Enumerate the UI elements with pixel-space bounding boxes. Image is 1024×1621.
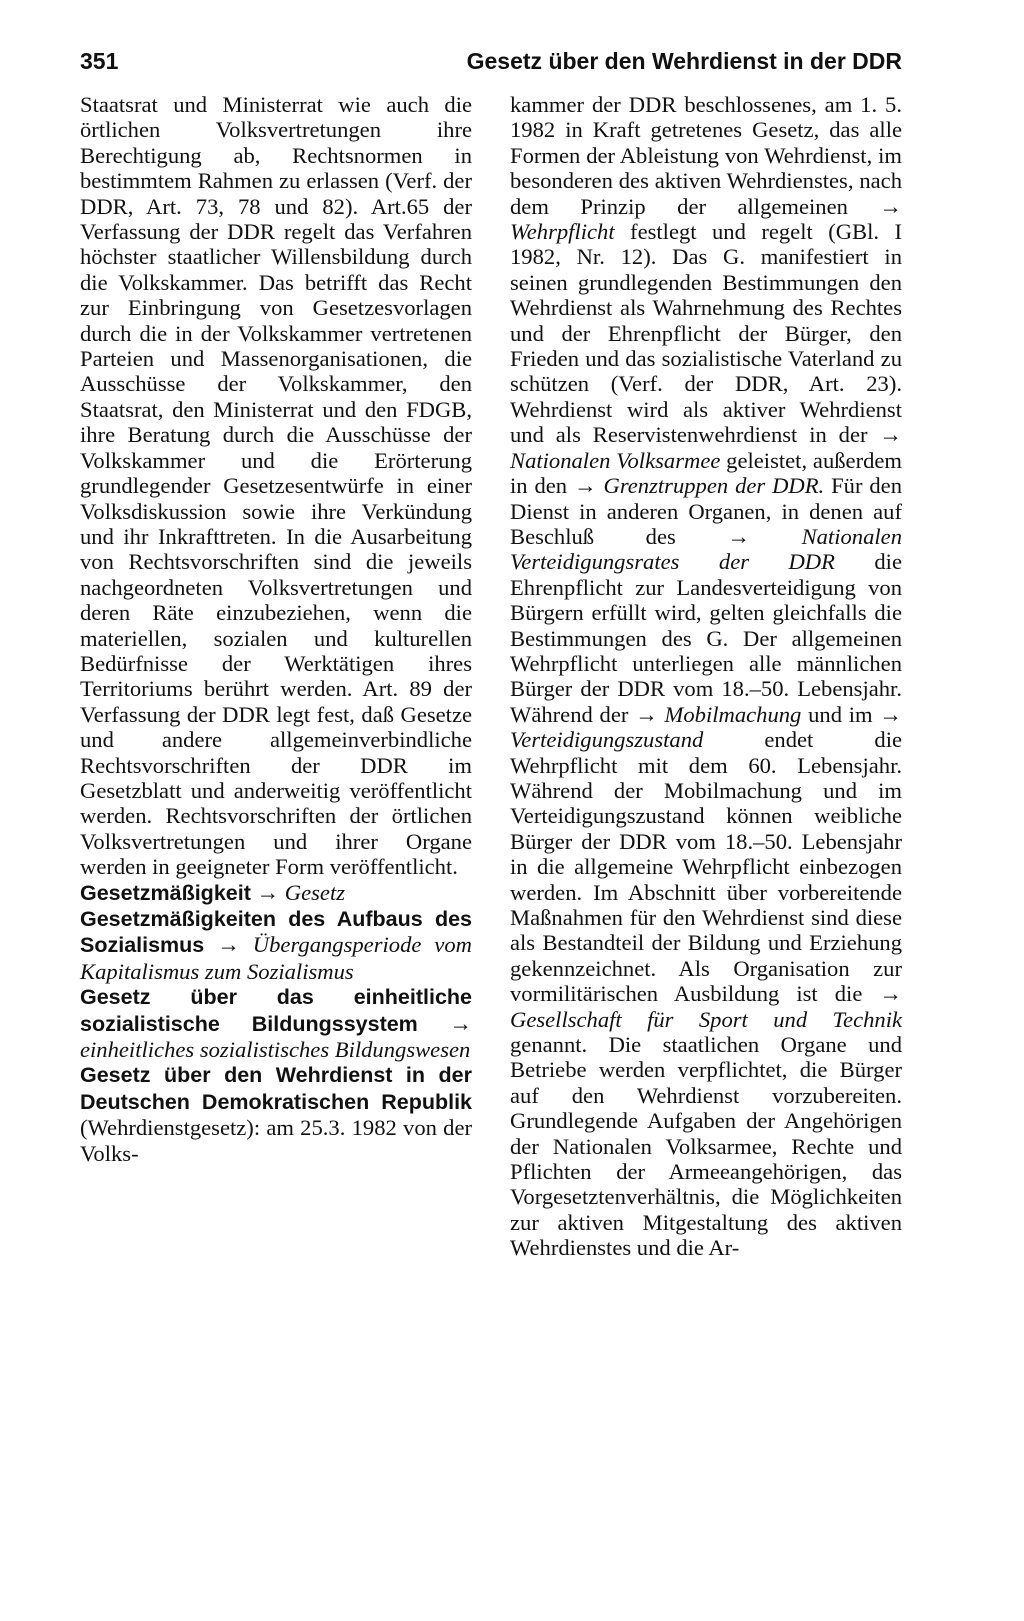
- body-text: die Ehrenpflicht zur Landesverteidigung von Bürgern erfüllt wird, gelten gleichfalls die Bestimmungen des G. Der allgemeinen Wehrpflicht unterliegen alle männlichen Bürger der DDR vom 18.–50. Lebensjahr. Während der: [510, 549, 902, 727]
- cross-reference-link[interactable]: Wehrpflicht: [510, 219, 615, 245]
- entry-intro-text: (Wehrdienstgesetz): am 25.3. 1982 von der Volks-: [80, 1115, 472, 1166]
- cross-reference-arrow-icon: →: [449, 1010, 472, 1036]
- body-text: kammer der DDR beschlossenes, am 1. 5. 1982 in Kraft getretenes Gesetz, das alle Formen der Ableistung von Wehrdienst, im besonderen des aktiven Wehrdienstes, nach dem Prinzip der allgemeinen: [510, 92, 902, 219]
- entry-term: Gesetz über den Wehrdienst in der Deutschen Demokratischen Republik: [80, 1063, 472, 1114]
- continuation-paragraph: Staatsrat und Ministerrat wie auch die örtlichen Volksvertretungen ihre Berechtigung ab, Rechtsnormen in bestimmtem Rahmen zu erlassen (Verf. der DDR, Art. 73, 78 und 82). Art.65 der Verfassung der DDR regelt das Verfahren höchster staatlicher Willensbildung durch die Volkskammer. Das betrifft das Recht zur Einbringung von Gesetzesvorlagen durch die in der Volkskammer vertretenen Parteien und Massenorganisationen, die Ausschüsse der Volkskammer, den Staatsrat, den Ministerrat und den FDGB, ihre Beratung durch die Ausschüsse der Volkskammer und die Erörterung grundlegender Gesetzesentwürfe in einer Volksdiskussion sowie ihre Verkündung und ihr Inkrafttreten. In die Ausarbeitung von Rechtsvorschriften sind die jeweils nachgeordneten Volksvertretungen und deren Räte einzubeziehen, wenn die materiellen, sozialen und kulturellen Bedürfnisse der Werktätigen ihres Territoriums berührt werden. Art. 89 der Verfassung der DDR legt fest, daß Gesetze und andere allgemeinverbindliche Rechtsvorschriften der DDR im Gesetzblatt und anderweitig veröffentlicht werden. Rechtsvorschriften der örtlichen Volksvertretungen und ihrer Organe werden in geeigneter Form veröffentlicht.: [80, 92, 472, 880]
- cross-reference-arrow-icon: →: [256, 879, 280, 905]
- cross-reference-arrow-icon: →: [217, 932, 240, 958]
- cross-reference-link[interactable]: Gesellschaft für Sport und Technik: [510, 1006, 902, 1032]
- body-text: genannt. Die staatlichen Organe und Betriebe werden verpflichtet, die Bürger auf den Wehrdienst vorzubereiten. Grundlegende Aufgaben der Angehörigen der Nationalen Volksarmee, Rechte und Pflichten der Armeeangehörigen, das Vorgesetztenverhältnis, die Möglichkeiten zur aktiven Mitgestaltung des aktiven Wehrdienstes und die Ar-: [510, 1032, 902, 1261]
- cross-reference-link[interactable]: Verteidigungszustand: [510, 727, 704, 753]
- entry-term: Gesetzmäßigkeiten des Aufbaus des Sozialismus: [80, 907, 472, 958]
- page-header: [80, 42, 902, 82]
- cross-reference-link[interactable]: einheitliches sozialistisches Bildungswesen: [80, 1037, 471, 1063]
- page-number: 351: [80, 48, 119, 74]
- entry-continuation-text: [510, 92, 902, 1261]
- left-column: [80, 92, 472, 1166]
- cross-reference-link[interactable]: Mobilmachung: [664, 701, 802, 727]
- body-text: Für den Dienst in anderen Organen, in denen auf Beschluß des: [510, 473, 902, 549]
- running-title: Gesetz über den Wehrdienst in der DDR: [466, 48, 902, 74]
- entry-term: Gesetz über das einheitliche sozialistische Bildungssystem: [80, 985, 472, 1036]
- entry-gesetz-bildungssystem: [80, 984, 472, 1062]
- body-text: festlegt und regelt (GBl. I 1982, Nr. 12). Das G. manifestiert in seinen grundlegenden Bestimmungen den Wehrdienst als Wahrnehmung des Rechtes und der Ehrenpflicht der Bürger, den Frieden und das sozialistische Vaterland zu schützen (Verf. der DDR, Art. 23). Wehrdienst wird als aktiver Wehrdienst und als Reservistenwehrdienst in der: [510, 219, 902, 448]
- cross-reference-arrow-icon: →: [879, 981, 902, 1007]
- cross-reference-arrow-icon: →: [879, 193, 902, 219]
- right-column: [510, 92, 902, 1261]
- body-text: endet die Wehrpflicht mit dem 60. Lebensjahr. Während der Mobilmachung und im Verteidigungszustand können weibliche Bürger der DDR vom 18.–50. Lebensjahr in die allgemeine Wehrpflicht einbezogen werden. Im Abschnitt über vorbereitende Maßnahmen für den Wehrdienst sind diese als Bestandteil der Bildung und Erziehung gekennzeichnet. Als Organisation zur vormilitärischen Ausbildung ist die: [510, 727, 902, 1007]
- cross-reference-link[interactable]: Grenztruppen der DDR.: [603, 473, 825, 499]
- body-text: geleistet, außerdem in den: [510, 447, 902, 499]
- body-text: und im: [801, 701, 880, 727]
- entry-gesetzmaessigkeiten-aufbau: [80, 906, 472, 984]
- cross-reference-arrow-icon: →: [879, 422, 902, 448]
- cross-reference-link[interactable]: Übergangsperiode vom Kapitalismus zum Sozialismus: [80, 932, 472, 984]
- cross-reference-arrow-icon: →: [879, 701, 902, 727]
- cross-reference-link[interactable]: Nationalen Verteidigungsrates der DDR: [510, 523, 902, 575]
- entry-gesetz-wehrdienst: [80, 1062, 472, 1166]
- cross-reference-arrow-icon: →: [635, 701, 658, 727]
- cross-reference-arrow-icon: →: [574, 473, 597, 499]
- cross-reference-arrow-icon: →: [727, 523, 750, 549]
- cross-reference-link[interactable]: Gesetz: [284, 879, 346, 905]
- entry-term: Gesetzmäßigkeit: [80, 880, 251, 905]
- entry-gesetzmaessigkeit: [80, 880, 472, 906]
- cross-reference-link[interactable]: Nationalen Volksarmee: [510, 447, 721, 473]
